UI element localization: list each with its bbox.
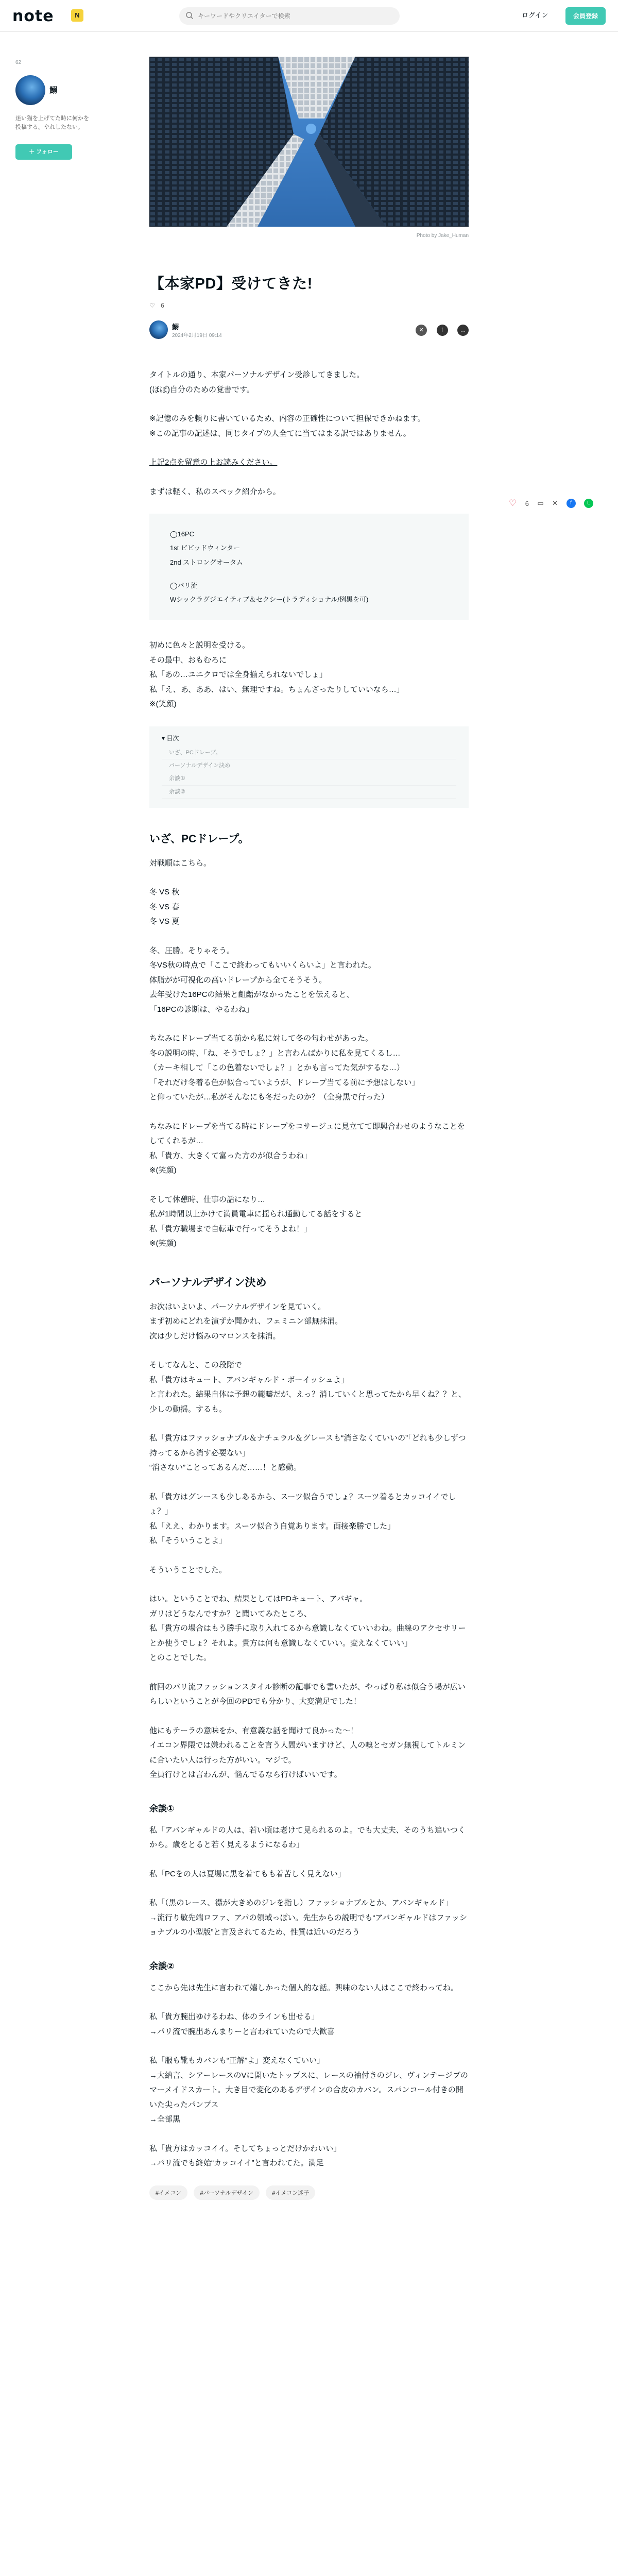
body-paragraph: 私「貴方はファッショナブル＆ナチュラル＆グレースも“消さなくていいの”「どれも少しずつ持ってるから消す必要ない」 “消さない”ことってあるんだ……！と感動。 — [149, 1434, 466, 1472]
body-paragraph: 私「貴方腕出ゆけるわね、体のラインも出せる」 →パリ流で腕出あんまりーと言われていたので大歓喜 — [149, 2012, 335, 2036]
body-paragraph: 私「貴方はカッコイイ。そしてちょっとだけかわいい」 →パリ流でも終始“カッコイイ”と言われてた。満足 — [149, 2144, 341, 2168]
spec-line: ◯16PC — [170, 530, 195, 538]
section-heading: パーソナルデザイン決め — [149, 1276, 267, 1289]
facebook-share-icon[interactable]: f — [437, 325, 448, 336]
spec-line: 1st ビビッドウィンター — [170, 544, 241, 552]
search-bar[interactable] — [179, 7, 400, 25]
spec-line: ◯パリ流 — [170, 581, 198, 589]
intro-paragraph — [149, 455, 469, 470]
table-of-contents — [149, 726, 469, 808]
site-header — [0, 0, 618, 32]
floating-like-count: 6 — [525, 499, 529, 507]
body-paragraph: 冬、圧勝。そりゃそう。 冬VS秋の時点で「ここで終わってもいいくらいよ」と言われた。 体脂がが可視化の高いドレープから全てそうそう。 去年受けた16PCの結果と齟齬がなかったことを伝えると、 「16PCの診断は、やるわね」 — [149, 946, 376, 1014]
hero-image — [149, 57, 469, 227]
author-sidebar — [15, 60, 130, 155]
body-paragraph: 私「PCをの人は夏場に黒を着てもも着苦しく見えない」 — [149, 1869, 346, 1878]
chevron-down-icon: ▾ — [162, 734, 165, 742]
body-paragraph: ちなみにドレープを当てる時にドレープをコサージュに見立てて即興合わせのようなことをしてくれるが… 私「貴方、大きくて富った方のが似合うわね」 ※(笑顔) — [149, 1122, 465, 1175]
body-paragraph: ここから先は先生に言われて嬉しかった個人的な話。興味のない人はここで終わってね。 — [149, 1983, 458, 1992]
logo-badge: N — [71, 9, 83, 22]
section-heading: 余談① — [149, 1803, 175, 1814]
body-paragraph: 冬 VS 秋 冬 VS 春 冬 VS 夏 — [149, 888, 180, 926]
intro-paragraph: ※記憶のみを頼りに書いているため、内容の正確性について担保できかねます。 ※この記事の記述は、同じタイプの人全てに当てはまる訳ではありません。 — [149, 414, 425, 438]
hashtag[interactable]: #イメコン — [149, 2185, 187, 2200]
body-paragraph: 対戦順はこちら。 — [149, 858, 212, 868]
author-name-small[interactable]: 鰯 — [172, 323, 179, 331]
body-paragraph: ちなみにドレープ当てる前から私に対して冬の匂わせがあった。 冬の説明の時、「ね、そうでしょ？」と言わんばかりに私を見てくるし… （カーキ相して「この色着ないでしょ？」とかも言ってた気がするな…） 「それだけ冬着る色が似合っていようが、ドレープ当てる前に予想はしない」 と仰っていたが…私がそんなにも冬だったのか？（全身黒で行った） — [149, 1034, 420, 1102]
body-paragraph: 私「（黒のレース、襟が大きめのジレを指し）ファッショナブルとか、アバンギャルド」 →流行り敏先端ロファ、アパの領域っぽい。先生からの説明でも“アバンギャルドはファッショナブルの小型版”と言及されてるため、性質は近いのだろう — [149, 1899, 467, 1937]
body-paragraph: そういうことでした。 — [149, 1565, 227, 1574]
toc-item[interactable]: 余談② — [162, 786, 456, 799]
building-photo — [149, 57, 469, 227]
article-body — [149, 368, 469, 2200]
heart-icon[interactable]: ♡ — [509, 498, 517, 508]
hashtag[interactable]: #イメコン迷子 — [266, 2185, 315, 2200]
caveat-link[interactable]: 上記2点を留意の上お読みください。 — [149, 458, 278, 467]
heart-outline-icon[interactable]: ♡ — [149, 302, 155, 309]
comment-icon[interactable]: ▭ — [537, 499, 544, 507]
add-user-icon: ＋ — [29, 149, 35, 155]
publish-date: 2024年2月19日 09:14 — [172, 333, 222, 338]
facebook-icon[interactable]: f — [566, 499, 576, 508]
spec-line: 2nd ストロングオータム — [170, 558, 244, 566]
body-paragraph: 私「貴方はグレースも少しあるから、スーツ似合うでしょ？スーツ着るとカッコイイでしょ？」 私「ええ、わかります。スーツ似合う自覚あります。面接楽勝でした」 私「そういうことよ」 — [149, 1492, 456, 1546]
body-paragraph: 前回のパリ流ファッションスタイル診断の記事でも書いたが、やっぱり私は似合う場が広いらしいということが今回のPDでも分かり、大変満足でした！ — [149, 1682, 466, 1706]
toc-item[interactable]: 余談① — [162, 772, 456, 785]
intro-paragraph: タイトルの通り、本家パーソナルデザイン受診してきました。 (ほぼ)自分のための覚書です。 — [149, 370, 365, 394]
register-button[interactable]: 会員登録 — [565, 7, 606, 25]
share-icons — [408, 325, 469, 336]
x-icon[interactable]: ✕ — [552, 499, 558, 507]
hashtag[interactable]: #パーソナルデザイン — [194, 2185, 259, 2200]
photo-credit: Photo by Jake_Human — [416, 233, 469, 239]
floating-action-bar — [509, 498, 607, 512]
body-paragraph: はい。ということでね、結果としてはPDキュート、アバギャ。 ガリはどうなんですか？と聞いてみたところ、 私「貴方の場合はもう勝手に取り入れてるから意識しなくていいわね。曲線のアクセサリーとか使うでしょ？それよ。貴方は何も意識しなくていい。変えなくていい」 とのことでした。 — [149, 1595, 466, 1663]
body-paragraph: お次はいよいよ、パーソナルデザインを見ていく。 まず初めにどれを演ずか聞かれ、フェミニン部無抹消。 次は少しだけ悩みのマロンスを抹消。 — [149, 1302, 343, 1341]
author-avatar[interactable] — [15, 75, 45, 105]
sidebar-label: 62 — [15, 60, 22, 65]
search-input[interactable] — [198, 7, 393, 25]
follow-label: フォロー — [36, 149, 59, 155]
intro-paragraph: まずは軽く、私のスペック紹介から。 — [149, 487, 281, 496]
section-heading: いざ、PCドレープ。 — [149, 833, 249, 845]
body-paragraph: 私「アバンギャルドの人は、若い頃は老けて見られるのよ。でも大丈夫、そのうち追いつくから。歳をとると若く見えるようになるわ」 — [149, 1825, 466, 1850]
toc-item[interactable]: いざ、PCドレープ。 — [162, 747, 456, 759]
more-share-icon[interactable]: … — [457, 325, 469, 336]
body-paragraph: 私「服も靴もカバンも“正解”よ」変えなくていい」 →大納言、シアーレースのVに開いたトップスに、レースの袖付きのジレ、ヴィンテージブのマーメイドスカート。大き目で変化のあるデザインの合皮のカバン。スパンコール付きの開いた尖ったパンプス →全部黒 — [149, 2056, 468, 2124]
x-share-icon[interactable]: ✕ — [416, 325, 427, 336]
line-icon[interactable]: L — [584, 499, 593, 508]
toc-item[interactable]: パーソナルデザイン決め — [162, 759, 456, 772]
author-name[interactable]: 鰯 — [49, 86, 58, 95]
article-main — [149, 57, 469, 2196]
spec-box — [149, 514, 469, 620]
author-avatar-small[interactable] — [149, 320, 168, 339]
body-paragraph: 他にもテーラの意味をか、有意義な話を聞けて良かった～！ イエコン界隈では嫌われることを言う人間がいますけど、人の嗅とセガン無視してトルミンに合いたい人は行った方がいい。マジで。 全員行けとは言わんが、悩んでるなら行けばいいです。 — [149, 1726, 466, 1780]
login-link[interactable]: ログイン — [522, 11, 548, 19]
author-bio: 迷い猫を上げてた時に何かを投稿する。やれしたない。 — [15, 115, 89, 131]
toc-heading[interactable]: ▾ 目次 — [162, 734, 179, 742]
like-count-top: ♡ 6 — [149, 302, 164, 309]
follow-button[interactable] — [15, 144, 72, 160]
article-title: 【本家PD】受けてきた! — [149, 276, 313, 292]
section-heading: 余談② — [149, 1961, 175, 1971]
body-paragraph: 初めに色々と説明を受ける。 その最中、おもむろに 私「あの…ユニクロでは全身揃えられないでしょ」 私「え、あ、ああ、はい、無理ですね。ちょんざったりしていいなら…」 ※(笑顔) — [149, 641, 404, 709]
hashtag-list — [149, 2185, 469, 2200]
article-author-row — [149, 320, 469, 343]
spec-line: Wシックラグジエイティブ＆セクシー(トラディショナル/例黒を可) — [170, 596, 369, 604]
search-icon — [185, 11, 194, 22]
body-paragraph: そして休憩時、仕事の話になり… 私が1時間以上かけて満員電車に揺られ通勤してる話をすると 私「貴方職場まで自転車で行ってそうよね！」 ※(笑顔) — [149, 1195, 363, 1248]
body-paragraph: そしてなんと、この段階で 私「貴方はキュート、アバンギャルド・ボーイッシュよ」 と言われた。結果自体は予想の範疇だが、えっ？消していくと思ってたから早くね？？と、少しの動揺。するも。 — [149, 1361, 467, 1414]
note-logo[interactable]: note — [12, 7, 54, 25]
